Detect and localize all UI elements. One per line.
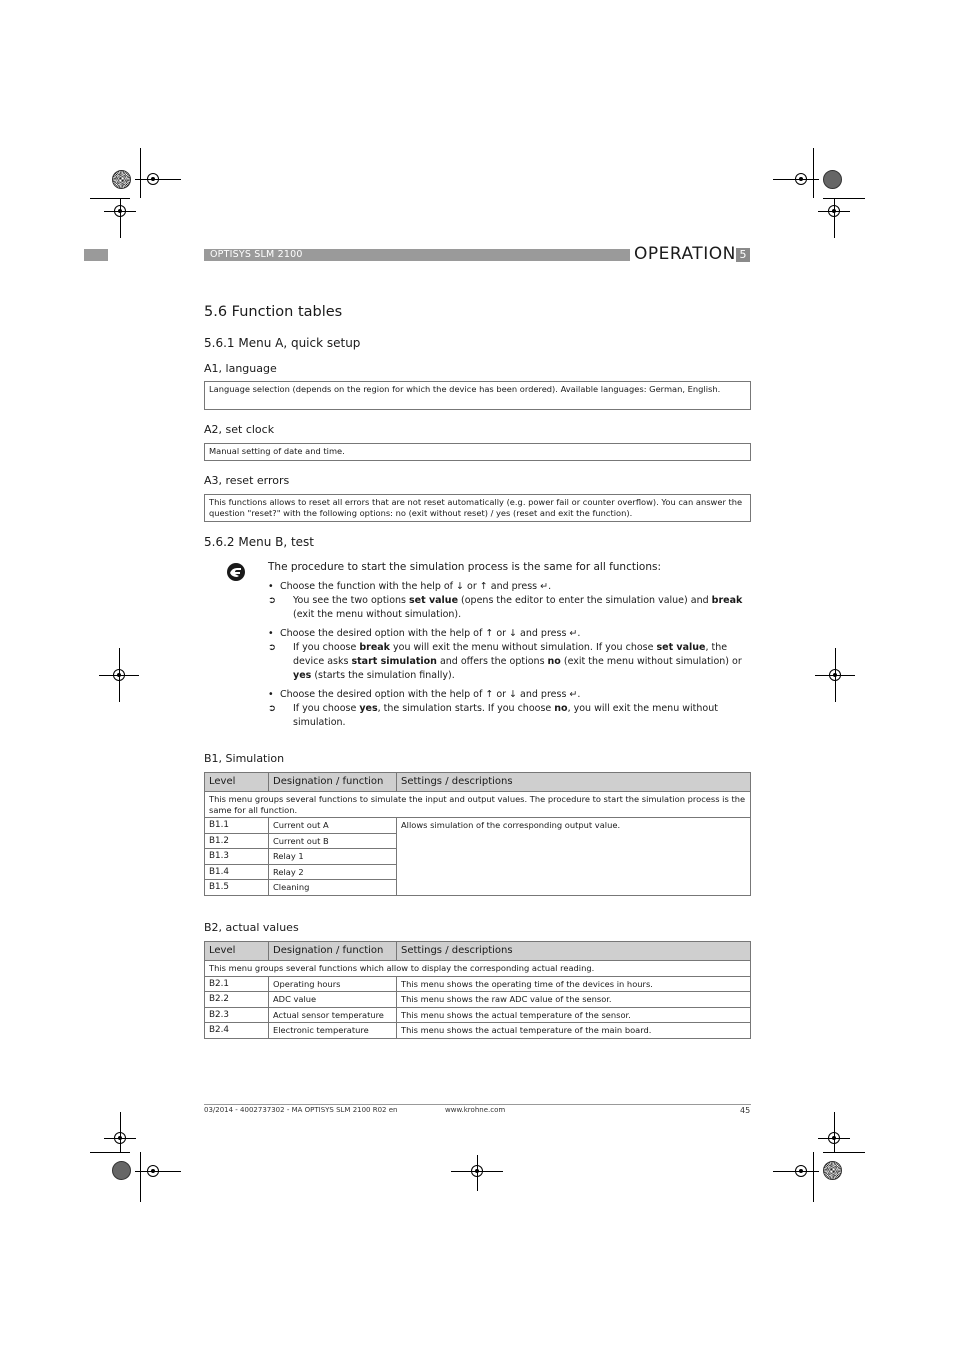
- row-description: This menu shows the actual temperature of the sensor.: [397, 1007, 751, 1023]
- crosshair-icon: [829, 669, 841, 681]
- row-level: B2.4: [205, 1023, 269, 1039]
- section-title: 5.6 Function tables: [204, 304, 343, 320]
- b1-shared-description: Allows simulation of the corresponding output value.: [397, 818, 751, 896]
- a2-description-box: Manual setting of date and time.: [204, 443, 751, 461]
- instruction-result-3: ➲ If you choose yes, the simulation starts. If you choose no, you will exit the menu without simulation.: [268, 703, 718, 728]
- result-arrow-icon: ➲: [268, 703, 276, 714]
- row-level: B1.2: [205, 833, 269, 849]
- instruction-step-3: • Choose the desired option with the help of ↑ or ↓ and press ↵.: [268, 688, 580, 702]
- row-designation: ADC value: [269, 992, 397, 1008]
- hand-pointer-icon: [226, 562, 246, 582]
- crosshair-icon: [795, 173, 807, 185]
- crosshair-icon: [114, 1132, 126, 1144]
- b1-title: B1, Simulation: [204, 752, 285, 765]
- row-level: B1.5: [205, 880, 269, 896]
- row-designation: Cleaning: [269, 880, 397, 896]
- column-header-level: Level: [205, 942, 269, 961]
- crosshair-icon: [471, 1165, 483, 1177]
- column-header-settings: Settings / descriptions: [397, 773, 751, 792]
- table-intro-row: [205, 961, 751, 977]
- footer-website: www.krohne.com: [445, 1106, 506, 1114]
- table-row: [205, 976, 751, 992]
- result-arrow-icon: ➲: [268, 595, 276, 606]
- registration-disc-icon: [823, 170, 842, 189]
- note-title: The procedure to start the simulation process is the same for all functions:: [268, 561, 661, 573]
- registration-disc-icon: [112, 1161, 131, 1180]
- b2-intro: This menu groups several functions which allow to display the corresponding actual reading.: [205, 961, 751, 977]
- column-header-level: Level: [205, 773, 269, 792]
- menu-b-title: 5.6.2 Menu B, test: [204, 535, 315, 549]
- crosshair-icon: [114, 205, 126, 217]
- row-level: B1.3: [205, 849, 269, 865]
- footer-rule: [204, 1104, 751, 1105]
- crosshair-icon: [828, 205, 840, 217]
- crosshair-icon: [828, 1132, 840, 1144]
- header-tab-marker: [84, 249, 108, 261]
- row-level: B1.1: [205, 818, 269, 834]
- header-chapter-title: OPERATION: [634, 244, 736, 264]
- column-header-designation: Designation / function: [269, 773, 397, 792]
- row-designation: Electronic temperature: [269, 1023, 397, 1039]
- row-level: B2.3: [205, 1007, 269, 1023]
- b1-intro: This menu groups several functions to simulate the input and output values. The procedure to start the simulation process is the same for all function.: [205, 792, 751, 818]
- row-level: B2.2: [205, 992, 269, 1008]
- row-designation: Current out A: [269, 818, 397, 834]
- header-product-name: OPTISYS SLM 2100: [210, 249, 303, 260]
- footer-doc-ref: 03/2014 - 4002737302 - MA OPTISYS SLM 2100 R02 en: [204, 1106, 398, 1114]
- registration-disc-icon: [112, 170, 131, 189]
- row-designation: Relay 2: [269, 864, 397, 880]
- row-description: This menu shows the raw ADC value of the sensor.: [397, 992, 751, 1008]
- row-designation: Relay 1: [269, 849, 397, 865]
- table-row: [205, 1023, 751, 1039]
- header-chapter-number: 5: [736, 248, 750, 262]
- crosshair-icon: [147, 1165, 159, 1177]
- row-level: B1.4: [205, 864, 269, 880]
- row-description: This menu shows the actual temperature of the main board.: [397, 1023, 751, 1039]
- crosshair-icon: [147, 173, 159, 185]
- footer-page-number: 45: [740, 1106, 751, 1115]
- table-header-row: [205, 773, 751, 792]
- instruction-step-1: • Choose the function with the help of ↓ or ↑ and press ↵.: [268, 580, 551, 594]
- b1-table: [204, 772, 751, 896]
- b2-title: B2, actual values: [204, 921, 299, 934]
- a2-title: A2, set clock: [204, 423, 275, 436]
- column-header-settings: Settings / descriptions: [397, 942, 751, 961]
- instruction-result-1: ➲ You see the two options set value (opens the editor to enter the simulation value) and break (exit the menu without simulation).: [268, 595, 743, 620]
- table-row: [205, 992, 751, 1008]
- instruction-result-2: ➲ If you choose break you will exit the menu without simulation. If you chose set value, the device asks start simulation and offers the options no (exit the menu without simulation) or yes (starts the simulation finally).: [268, 642, 742, 681]
- a3-description-box: This functions allows to reset all errors that are not reset automatically (e.g. power fail or counter overflow). You can answer the question "reset?" with the following options: no (exit without reset) / yes (reset and exit the function).: [204, 494, 751, 522]
- crosshair-icon: [113, 669, 125, 681]
- table-row: [205, 1007, 751, 1023]
- menu-a-title: 5.6.1 Menu A, quick setup: [204, 336, 361, 350]
- table-intro-row: [205, 792, 751, 818]
- column-header-designation: Designation / function: [269, 942, 397, 961]
- instruction-step-2: • Choose the desired option with the help of ↑ or ↓ and press ↵.: [268, 627, 580, 641]
- a1-title: A1, language: [204, 362, 277, 375]
- result-arrow-icon: ➲: [268, 642, 276, 653]
- table-header-row: [205, 942, 751, 961]
- row-designation: Current out B: [269, 833, 397, 849]
- row-designation: Operating hours: [269, 976, 397, 992]
- registration-disc-icon: [823, 1161, 842, 1180]
- table-row: [205, 818, 751, 834]
- a1-description-box: Language selection (depends on the region for which the device has been ordered). Available languages: German, English.: [204, 381, 751, 410]
- crosshair-icon: [795, 1165, 807, 1177]
- row-designation: Actual sensor temperature: [269, 1007, 397, 1023]
- row-level: B2.1: [205, 976, 269, 992]
- b2-table: [204, 941, 751, 1039]
- a3-title: A3, reset errors: [204, 474, 290, 487]
- row-description: This menu shows the operating time of the devices in hours.: [397, 976, 751, 992]
